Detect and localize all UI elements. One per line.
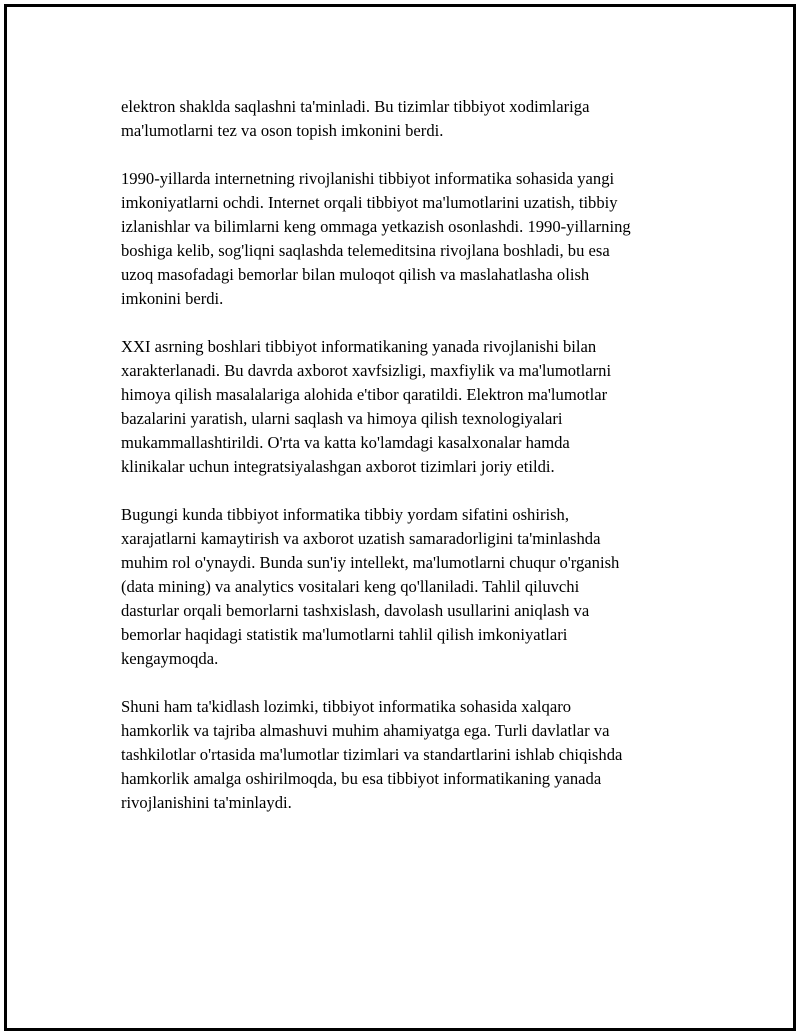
text-line: hamkorlik amalga oshirilmoqda, bu esa tibbiyot informatikaning yanada — [121, 769, 602, 788]
text-line: Shuni ham ta'kidlash lozimki, tibbiyot informatika sohasida xalqaro — [121, 697, 572, 716]
text-line: izlanishlar va bilimlarni keng ommaga yetkazish osonlashdi. 1990-yillarning — [121, 217, 631, 236]
paragraph-1 — [121, 95, 701, 143]
text-line: xarakterlanadi. Bu davrda axborot xavfsizligi, maxfiylik va ma'lumotlarni — [121, 361, 612, 380]
text-line: mukammallashtirildi. O'rta va katta ko'lamdagi kasalxonalar hamda — [121, 433, 570, 452]
paragraph-2 — [121, 167, 701, 311]
text-line: imkoniyatlarni ochdi. Internet orqali tibbiyot ma'lumotlarini uzatish, tibbiy — [121, 193, 618, 212]
text-line: xarajatlarni kamaytirish va axborot uzatish samaradorligini ta'minlashda — [121, 529, 601, 548]
document-body — [121, 95, 701, 839]
paragraph-4 — [121, 503, 701, 671]
text-line: hamkorlik va tajriba almashuvi muhim ahamiyatga ega. Turli davlatlar va — [121, 721, 610, 740]
text-line: klinikalar uchun integratsiyalashgan axborot tizimlari joriy etildi. — [121, 457, 555, 476]
text-line: (data mining) va analytics vositalari keng qo'llaniladi. Tahlil qiluvchi — [121, 577, 580, 596]
text-line: elektron shaklda saqlashni ta'minladi. Bu tizimlar tibbiyot xodimlariga — [121, 97, 590, 116]
text-line: Bugungi kunda tibbiyot informatika tibbiy yordam sifatini oshirish, — [121, 505, 569, 524]
text-line: XXI asrning boshlari tibbiyot informatikaning yanada rivojlanishi bilan — [121, 337, 597, 356]
paragraph-3 — [121, 335, 701, 479]
text-line: himoya qilish masalalariga alohida e'tibor qaratildi. Elektron ma'lumotlar — [121, 385, 608, 404]
text-line: rivojlanishini ta'minlaydi. — [121, 793, 292, 812]
page-frame — [4, 4, 796, 1031]
text-line: imkonini berdi. — [121, 289, 224, 308]
text-line: kengaymoqda. — [121, 649, 219, 668]
text-line: uzoq masofadagi bemorlar bilan muloqot qilish va maslahatlasha olish — [121, 265, 590, 284]
text-line: ma'lumotlarni tez va oson topish imkonini berdi. — [121, 121, 444, 140]
text-line: boshiga kelib, sog'liqni saqlashda telemeditsina rivojlana boshladi, bu esa — [121, 241, 610, 260]
text-line: bemorlar haqidagi statistik ma'lumotlarni tahlil qilish imkoniyatlari — [121, 625, 568, 644]
text-line: tashkilotlar o'rtasida ma'lumotlar tizimlari va standartlarini ishlab chiqishda — [121, 745, 623, 764]
paragraph-5 — [121, 695, 701, 815]
text-line: bazalarini yaratish, ularni saqlash va himoya qilish texnologiyalari — [121, 409, 563, 428]
text-line: dasturlar orqali bemorlarni tashxislash, davolash usullarini aniqlash va — [121, 601, 590, 620]
text-line: 1990-yillarda internetning rivojlanishi tibbiyot informatika sohasida yangi — [121, 169, 615, 188]
text-line: muhim rol o'ynaydi. Bunda sun'iy intellekt, ma'lumotlarni chuqur o'rganish — [121, 553, 620, 572]
